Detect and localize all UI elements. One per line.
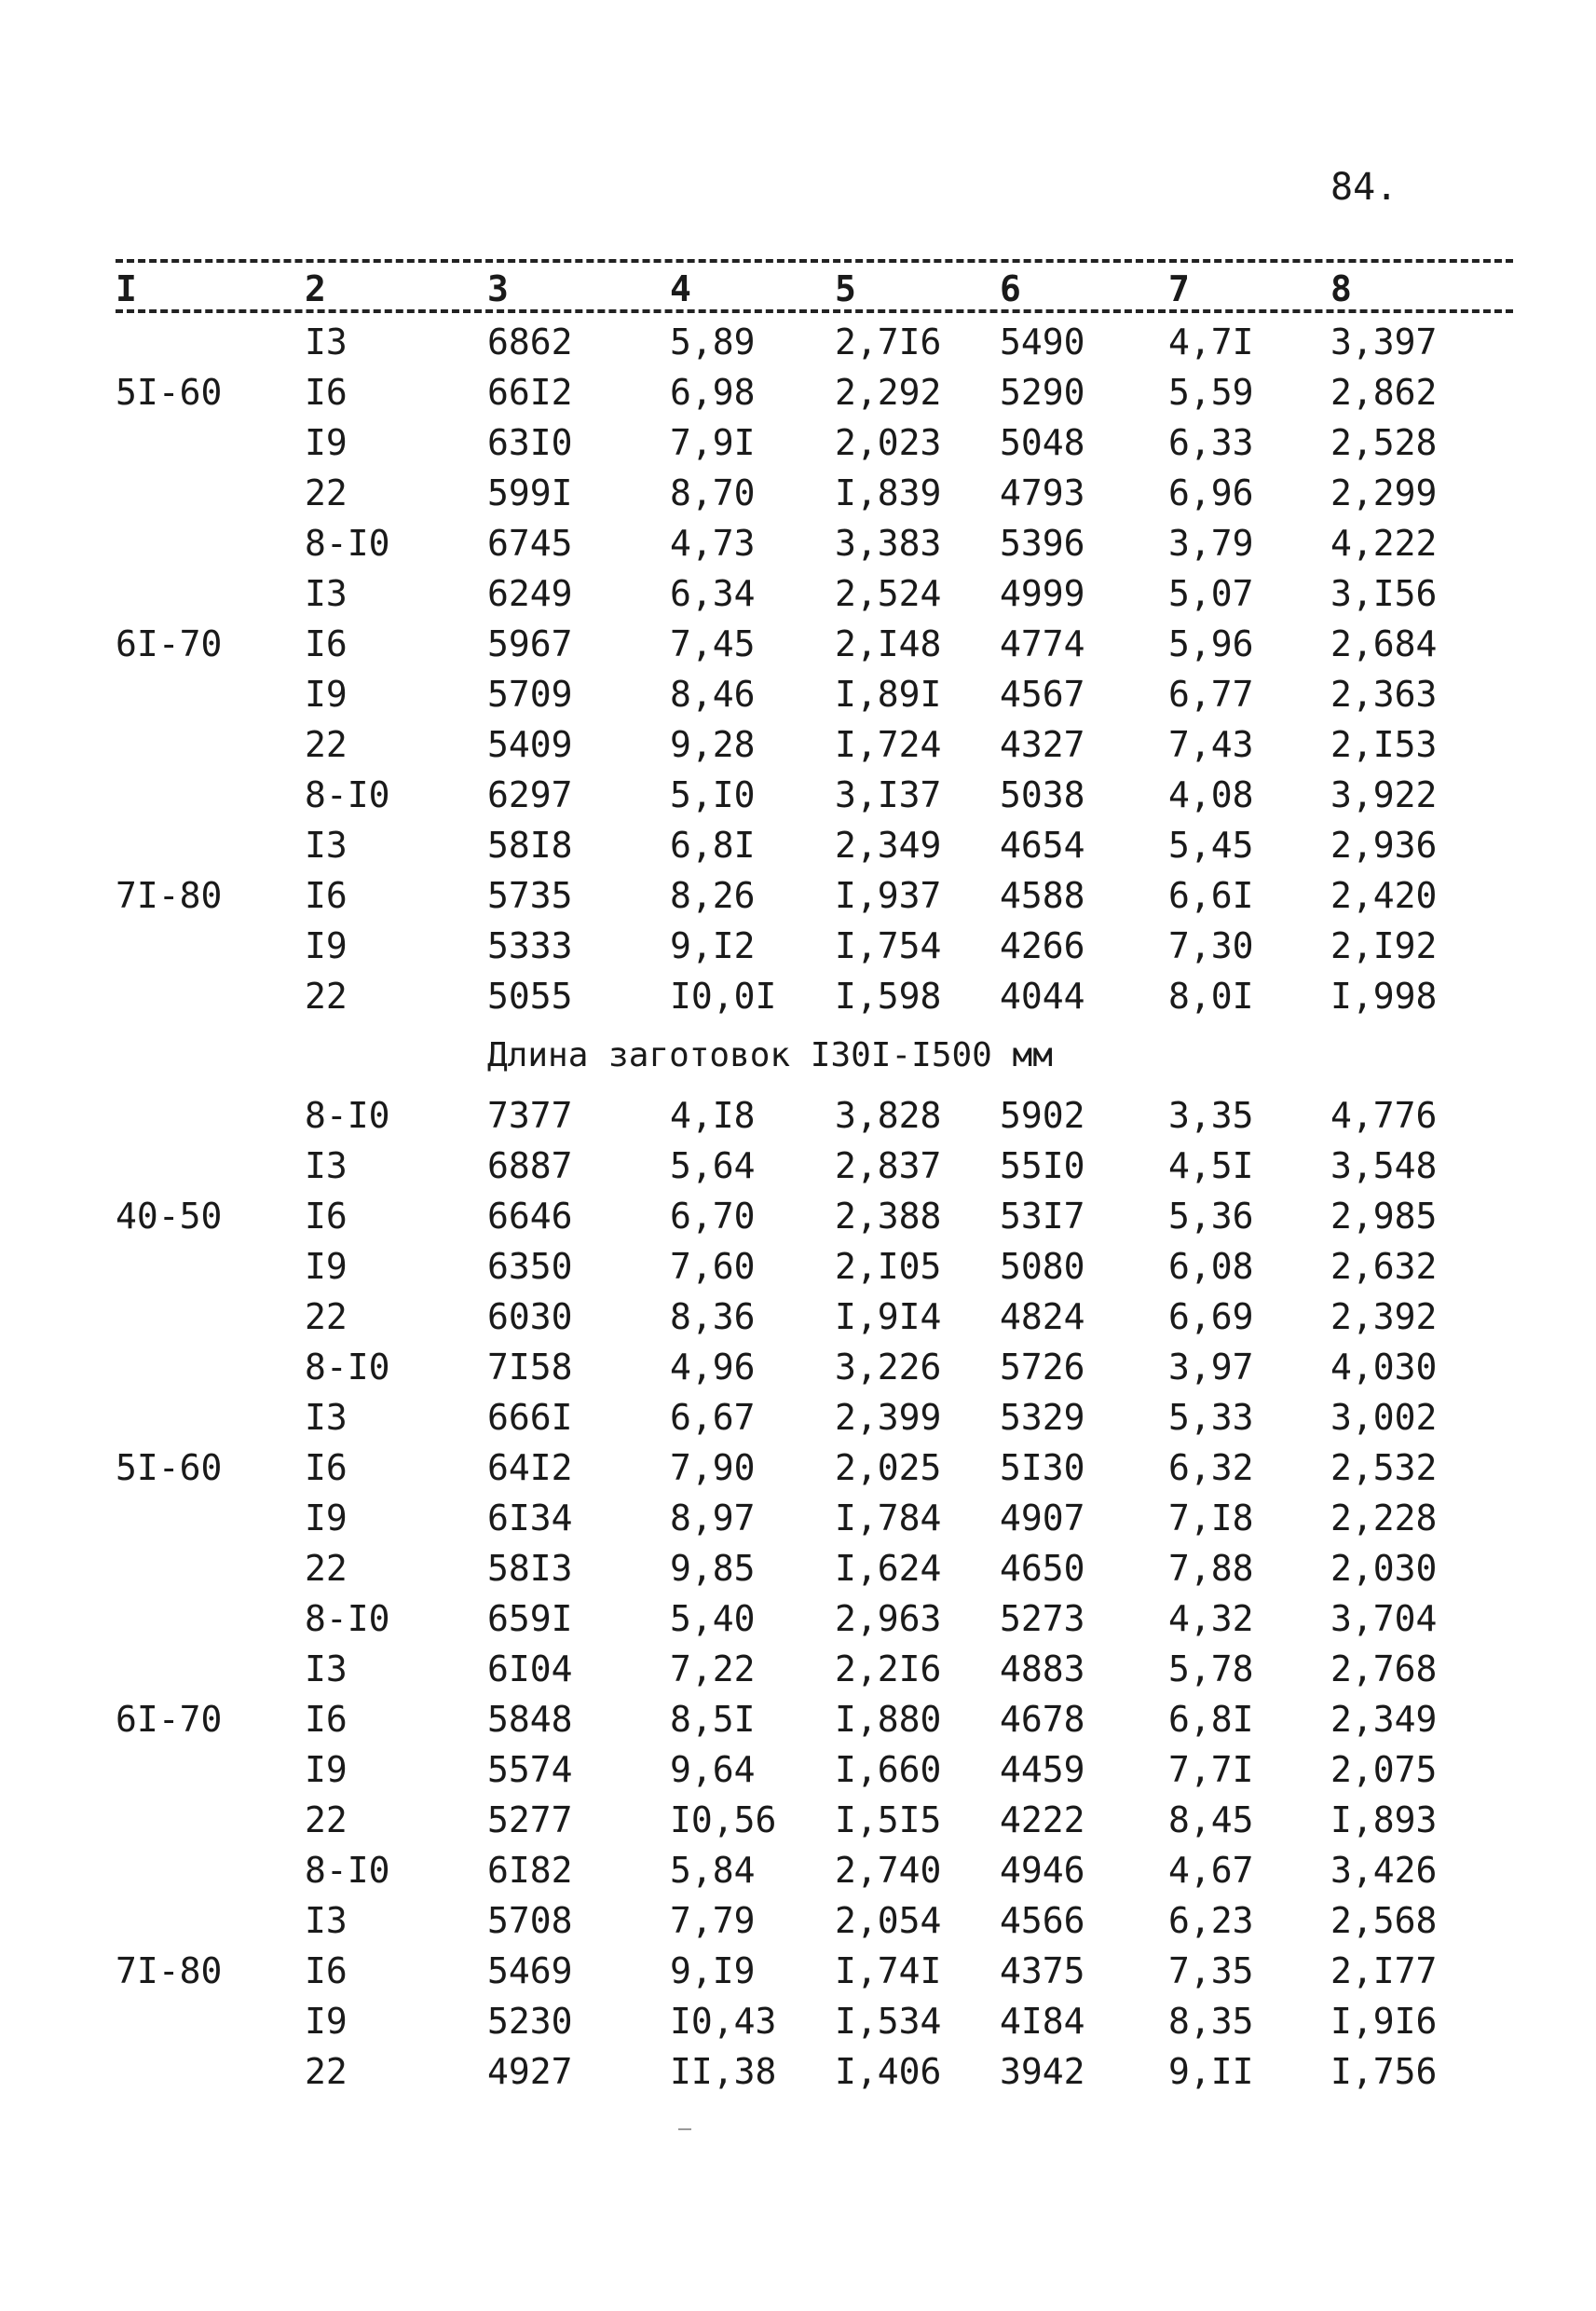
table-cell-col-8: 2,528	[1330, 422, 1438, 463]
table-cell-col-3: 5230	[487, 2001, 573, 2042]
table-cell-col-3: 5735	[487, 875, 573, 916]
header-top-rule	[116, 259, 1513, 263]
table-cell-col-4: 8,26	[670, 875, 756, 916]
table-cell-col-3: 5055	[487, 976, 573, 1017]
table-cell-col-4: I0,0I	[670, 976, 777, 1017]
table-cell-col-3: 58I3	[487, 1548, 573, 1589]
table-cell-col-8: 2,532	[1330, 1447, 1438, 1488]
table-cell-col-8: I,9I6	[1330, 2001, 1438, 2042]
table-row	[0, 2046, 1596, 2097]
table-cell-col-5: 2,524	[835, 573, 942, 614]
table-cell-col-4: 5,64	[670, 1145, 756, 1186]
table-cell-col-8: 2,936	[1330, 825, 1438, 866]
table-cell-col-6: 4588	[1000, 875, 1085, 916]
column-header-row	[0, 268, 1596, 309]
table-cell-col-5: 3,I37	[835, 774, 942, 815]
table-cell-col-5: 2,054	[835, 1900, 942, 1941]
table-cell-col-8: 2,I53	[1330, 724, 1438, 765]
table-row	[0, 1644, 1596, 1694]
table-cell-col-8: 2,363	[1330, 674, 1438, 715]
table-cell-col-4: 6,98	[670, 372, 756, 413]
table-cell-col-5: 2,292	[835, 372, 942, 413]
table-row	[0, 1946, 1596, 1996]
table-cell-col-7: 7,I8	[1168, 1497, 1254, 1538]
table-cell-col-8: 2,030	[1330, 1548, 1438, 1589]
table-row	[0, 1090, 1596, 1141]
table-row	[0, 1241, 1596, 1292]
table-cell-col-2: I6	[305, 372, 348, 413]
table-cell-col-4: 6,70	[670, 1196, 756, 1237]
column-header-7: 7	[1168, 268, 1190, 309]
column-header-5: 5	[835, 268, 856, 309]
table-cell-col-4: 5,84	[670, 1850, 756, 1891]
table-cell-col-5: 2,388	[835, 1196, 942, 1237]
table-cell-col-5: I,89I	[835, 674, 942, 715]
table-cell-col-5: I,880	[835, 1699, 942, 1740]
table-cell-col-7: 3,97	[1168, 1347, 1254, 1388]
table-cell-col-4: 9,85	[670, 1548, 756, 1589]
table-cell-col-2: I3	[305, 1900, 348, 1941]
table-cell-col-4: 6,67	[670, 1397, 756, 1438]
table-cell-col-8: 3,548	[1330, 1145, 1438, 1186]
table-cell-col-5: I,598	[835, 976, 942, 1017]
table-cell-col-5: 3,226	[835, 1347, 942, 1388]
table-cell-col-7: 7,30	[1168, 925, 1254, 966]
table-row	[0, 619, 1596, 669]
table-row	[0, 568, 1596, 619]
table-row	[0, 1593, 1596, 1644]
table-row	[0, 1191, 1596, 1241]
table-cell-col-6: 4566	[1000, 1900, 1085, 1941]
table-cell-col-5: 2,025	[835, 1447, 942, 1488]
table-cell-col-6: 4999	[1000, 573, 1085, 614]
table-row	[0, 1292, 1596, 1342]
table-cell-col-4: 4,96	[670, 1347, 756, 1388]
table-cell-col-7: 4,5I	[1168, 1145, 1254, 1186]
table-cell-col-3: 6030	[487, 1296, 573, 1337]
table-cell-col-2: I9	[305, 2001, 348, 2042]
table-cell-col-6: 5396	[1000, 523, 1085, 564]
table-cell-col-8: 2,862	[1330, 372, 1438, 413]
table-cell-col-7: 6,77	[1168, 674, 1254, 715]
table-cell-col-2: I3	[305, 1397, 348, 1438]
table-cell-col-1: 5I-60	[116, 1447, 223, 1488]
table-cell-col-8: I,756	[1330, 2051, 1438, 2092]
table-cell-col-3: 5708	[487, 1900, 573, 1941]
table-cell-col-4: I0,43	[670, 2001, 777, 2042]
table-cell-col-6: 4946	[1000, 1850, 1085, 1891]
table-cell-col-5: I,839	[835, 472, 942, 513]
table-cell-col-8: 2,632	[1330, 1246, 1438, 1287]
table-cell-col-4: 4,I8	[670, 1095, 756, 1136]
table-cell-col-7: 4,7I	[1168, 321, 1254, 362]
table-cell-col-1: 40-50	[116, 1196, 223, 1237]
table-cell-col-5: I,754	[835, 925, 942, 966]
column-header-8: 8	[1330, 268, 1352, 309]
table-cell-col-5: I,74I	[835, 1950, 942, 1991]
table-cell-col-7: 7,35	[1168, 1950, 1254, 1991]
table-cell-col-1: 6I-70	[116, 1699, 223, 1740]
table-cell-col-8: 2,568	[1330, 1900, 1438, 1941]
table-cell-col-4: 7,22	[670, 1648, 756, 1689]
table-cell-col-7: 3,35	[1168, 1095, 1254, 1136]
table-row	[0, 1141, 1596, 1191]
column-header-4: 4	[670, 268, 691, 309]
table-cell-col-4: 9,I2	[670, 925, 756, 966]
table-cell-col-4: 9,64	[670, 1749, 756, 1790]
table-cell-col-7: 7,88	[1168, 1548, 1254, 1589]
table-cell-col-2: 8-I0	[305, 1850, 390, 1891]
table-cell-col-4: 8,36	[670, 1296, 756, 1337]
table-cell-col-6: 4044	[1000, 976, 1085, 1017]
table-cell-col-4: 8,70	[670, 472, 756, 513]
table-cell-col-7: 6,08	[1168, 1246, 1254, 1287]
table-cell-col-7: 8,45	[1168, 1799, 1254, 1840]
table-cell-col-3: 63I0	[487, 422, 573, 463]
table-row	[0, 1845, 1596, 1895]
table-cell-col-7: 7,7I	[1168, 1749, 1254, 1790]
table-cell-col-2: I6	[305, 1447, 348, 1488]
table-cell-col-2: I6	[305, 623, 348, 664]
table-cell-col-3: 5848	[487, 1699, 573, 1740]
table-cell-col-6: 5290	[1000, 372, 1085, 413]
table-cell-col-2: I6	[305, 1699, 348, 1740]
table-cell-col-8: 4,030	[1330, 1347, 1438, 1388]
table-cell-col-1: 7I-80	[116, 875, 223, 916]
table-cell-col-7: 7,43	[1168, 724, 1254, 765]
table-row	[0, 1543, 1596, 1593]
table-cell-col-6: 5080	[1000, 1246, 1085, 1287]
table-cell-col-7: 8,35	[1168, 2001, 1254, 2042]
table-cell-col-7: 6,33	[1168, 422, 1254, 463]
table-cell-col-4: 9,28	[670, 724, 756, 765]
table-cell-col-3: 5277	[487, 1799, 573, 1840]
table-row	[0, 1392, 1596, 1443]
table-cell-col-2: I9	[305, 674, 348, 715]
table-cell-col-8: I,998	[1330, 976, 1438, 1017]
table-cell-col-2: 22	[305, 1548, 348, 1589]
header-bottom-rule	[116, 309, 1513, 313]
table-cell-col-2: 8-I0	[305, 1095, 390, 1136]
table-body-part-1	[0, 317, 1596, 1021]
table-cell-col-2: 22	[305, 724, 348, 765]
table-row	[0, 971, 1596, 1021]
table-cell-col-4: 7,45	[670, 623, 756, 664]
column-header-3: 3	[487, 268, 509, 309]
table-row	[0, 870, 1596, 921]
table-cell-col-2: I9	[305, 422, 348, 463]
table-cell-col-8: 2,684	[1330, 623, 1438, 664]
table-cell-col-7: 5,45	[1168, 825, 1254, 866]
table-cell-col-8: 4,776	[1330, 1095, 1438, 1136]
table-body-part-2	[0, 1090, 1596, 2097]
table-cell-col-3: 7I58	[487, 1347, 573, 1388]
table-cell-col-8: 2,I77	[1330, 1950, 1438, 1991]
table-cell-col-3: 6297	[487, 774, 573, 815]
column-header-6: 6	[1000, 268, 1021, 309]
table-cell-col-7: 5,96	[1168, 623, 1254, 664]
table-cell-col-8: 2,228	[1330, 1497, 1438, 1538]
table-cell-col-7: 5,59	[1168, 372, 1254, 413]
table-cell-col-4: 5,I0	[670, 774, 756, 815]
table-cell-col-5: I,624	[835, 1548, 942, 1589]
table-cell-col-4: 8,97	[670, 1497, 756, 1538]
table-cell-col-2: 22	[305, 976, 348, 1017]
table-cell-col-7: 5,78	[1168, 1648, 1254, 1689]
table-row	[0, 770, 1596, 820]
table-cell-col-8: 3,I56	[1330, 573, 1438, 614]
table-cell-col-8: 3,002	[1330, 1397, 1438, 1438]
table-cell-col-8: 3,922	[1330, 774, 1438, 815]
table-cell-col-1: 7I-80	[116, 1950, 223, 1991]
table-row	[0, 367, 1596, 417]
table-cell-col-3: 6249	[487, 573, 573, 614]
table-cell-col-8: 2,985	[1330, 1196, 1438, 1237]
table-cell-col-3: 6887	[487, 1145, 573, 1186]
table-row	[0, 1694, 1596, 1744]
table-row	[0, 820, 1596, 870]
table-cell-col-8: 2,349	[1330, 1699, 1438, 1740]
table-cell-col-2: 8-I0	[305, 1347, 390, 1388]
table-cell-col-4: II,38	[670, 2051, 777, 2092]
table-cell-col-1: 5I-60	[116, 372, 223, 413]
table-cell-col-7: 6,6I	[1168, 875, 1254, 916]
table-cell-col-4: 8,5I	[670, 1699, 756, 1740]
table-cell-col-8: 2,299	[1330, 472, 1438, 513]
table-cell-col-6: 5038	[1000, 774, 1085, 815]
table-cell-col-5: 2,837	[835, 1145, 942, 1186]
table-cell-col-4: 6,34	[670, 573, 756, 614]
table-cell-col-5: I,660	[835, 1749, 942, 1790]
table-cell-col-3: 659I	[487, 1598, 573, 1639]
table-cell-col-3: 4927	[487, 2051, 573, 2092]
table-cell-col-2: I3	[305, 573, 348, 614]
table-cell-col-6: 4375	[1000, 1950, 1085, 1991]
table-cell-col-3: 5709	[487, 674, 573, 715]
table-cell-col-5: 3,383	[835, 523, 942, 564]
table-cell-col-3: 6I34	[487, 1497, 573, 1538]
table-cell-col-5: 2,023	[835, 422, 942, 463]
table-cell-col-8: 2,392	[1330, 1296, 1438, 1337]
table-row	[0, 669, 1596, 719]
scan-mark	[678, 2128, 691, 2130]
table-cell-col-4: 5,40	[670, 1598, 756, 1639]
table-cell-col-3: 6745	[487, 523, 573, 564]
table-cell-col-7: 8,0I	[1168, 976, 1254, 1017]
table-cell-col-7: 4,32	[1168, 1598, 1254, 1639]
table-cell-col-4: 7,9I	[670, 422, 756, 463]
table-cell-col-6: 5048	[1000, 422, 1085, 463]
table-cell-col-5: I,724	[835, 724, 942, 765]
table-row	[0, 518, 1596, 568]
table-cell-col-8: 4,222	[1330, 523, 1438, 564]
table-cell-col-8: 3,704	[1330, 1598, 1438, 1639]
table-cell-col-4: 7,79	[670, 1900, 756, 1941]
table-row	[0, 1996, 1596, 2046]
table-row	[0, 1744, 1596, 1795]
table-cell-col-6: 4678	[1000, 1699, 1085, 1740]
page-number: 84.	[1330, 166, 1398, 209]
table-cell-col-2: 22	[305, 1296, 348, 1337]
table-cell-col-7: 5,36	[1168, 1196, 1254, 1237]
table-cell-col-6: 4793	[1000, 472, 1085, 513]
table-cell-col-2: I3	[305, 825, 348, 866]
table-row	[0, 1795, 1596, 1845]
table-cell-col-8: 2,I92	[1330, 925, 1438, 966]
table-row	[0, 317, 1596, 367]
table-cell-col-7: 6,23	[1168, 1900, 1254, 1941]
table-cell-col-2: I6	[305, 1196, 348, 1237]
table-cell-col-5: I,406	[835, 2051, 942, 2092]
table-cell-col-3: 6646	[487, 1196, 573, 1237]
table-cell-col-3: 6862	[487, 321, 573, 362]
table-row	[0, 1493, 1596, 1543]
table-cell-col-6: 4567	[1000, 674, 1085, 715]
table-cell-col-6: 4907	[1000, 1497, 1085, 1538]
table-cell-col-6: 4650	[1000, 1548, 1085, 1589]
table-cell-col-4: 5,89	[670, 321, 756, 362]
table-cell-col-3: 58I8	[487, 825, 573, 866]
table-cell-col-8: 3,397	[1330, 321, 1438, 362]
table-cell-col-2: 8-I0	[305, 523, 390, 564]
table-cell-col-8: 2,420	[1330, 875, 1438, 916]
table-cell-col-7: 4,08	[1168, 774, 1254, 815]
table-cell-col-8: 2,768	[1330, 1648, 1438, 1689]
table-cell-col-3: 5333	[487, 925, 573, 966]
table-cell-col-8: 3,426	[1330, 1850, 1438, 1891]
table-cell-col-2: 8-I0	[305, 1598, 390, 1639]
table-cell-col-2: I6	[305, 1950, 348, 1991]
table-cell-col-2: I9	[305, 1497, 348, 1538]
table-cell-col-3: 6I04	[487, 1648, 573, 1689]
table-cell-col-3: 599I	[487, 472, 573, 513]
table-cell-col-5: 2,399	[835, 1397, 942, 1438]
table-cell-col-6: 5329	[1000, 1397, 1085, 1438]
table-cell-col-3: 66I2	[487, 372, 573, 413]
table-cell-col-1: 6I-70	[116, 623, 223, 664]
table-cell-col-6: 3942	[1000, 2051, 1085, 2092]
table-cell-col-2: 22	[305, 1799, 348, 1840]
table-cell-col-5: 2,I05	[835, 1246, 942, 1287]
table-cell-col-3: 6I82	[487, 1850, 573, 1891]
table-row	[0, 1342, 1596, 1392]
table-cell-col-6: 5490	[1000, 321, 1085, 362]
table-cell-col-2: I3	[305, 321, 348, 362]
table-cell-col-5: 3,828	[835, 1095, 942, 1136]
table-row	[0, 921, 1596, 971]
table-cell-col-3: 64I2	[487, 1447, 573, 1488]
table-cell-col-3: 666I	[487, 1397, 573, 1438]
table-cell-col-6: 4266	[1000, 925, 1085, 966]
table-cell-col-7: 6,32	[1168, 1447, 1254, 1488]
table-cell-col-6: 4654	[1000, 825, 1085, 866]
table-cell-col-2: I9	[305, 925, 348, 966]
table-cell-col-8: 2,075	[1330, 1749, 1438, 1790]
table-cell-col-7: 5,07	[1168, 573, 1254, 614]
table-cell-col-2: I3	[305, 1145, 348, 1186]
table-cell-col-7: 9,II	[1168, 2051, 1254, 2092]
table-cell-col-6: 53I7	[1000, 1196, 1085, 1237]
table-cell-col-2: I3	[305, 1648, 348, 1689]
table-cell-col-5: I,5I5	[835, 1799, 942, 1840]
column-header-2: 2	[305, 268, 326, 309]
table-cell-col-6: 4883	[1000, 1648, 1085, 1689]
table-cell-col-8: I,893	[1330, 1799, 1438, 1840]
table-cell-col-6: 5902	[1000, 1095, 1085, 1136]
table-cell-col-6: 4327	[1000, 724, 1085, 765]
table-cell-col-2: I6	[305, 875, 348, 916]
table-cell-col-2: 8-I0	[305, 774, 390, 815]
table-cell-col-5: I,9I4	[835, 1296, 942, 1337]
table-cell-col-6: 5273	[1000, 1598, 1085, 1639]
table-cell-col-6: 5726	[1000, 1347, 1085, 1388]
table-cell-col-4: I0,56	[670, 1799, 777, 1840]
table-cell-col-7: 3,79	[1168, 523, 1254, 564]
table-row	[0, 1895, 1596, 1946]
section-title: Длина заготовок I30I-I500 мм	[487, 1036, 1053, 1074]
table-cell-col-5: 2,740	[835, 1850, 942, 1891]
table-row	[0, 417, 1596, 468]
table-cell-col-5: 2,963	[835, 1598, 942, 1639]
table-cell-col-6: 4222	[1000, 1799, 1085, 1840]
table-cell-col-5: I,784	[835, 1497, 942, 1538]
table-cell-col-5: 2,2I6	[835, 1648, 942, 1689]
table-cell-col-7: 6,8I	[1168, 1699, 1254, 1740]
table-row	[0, 1443, 1596, 1493]
column-header-1: I	[116, 268, 137, 309]
table-cell-col-3: 5409	[487, 724, 573, 765]
table-cell-col-7: 4,67	[1168, 1850, 1254, 1891]
table-cell-col-2: I9	[305, 1246, 348, 1287]
table-cell-col-4: 7,60	[670, 1246, 756, 1287]
table-cell-col-6: 55I0	[1000, 1145, 1085, 1186]
table-cell-col-5: I,534	[835, 2001, 942, 2042]
table-cell-col-6: 4774	[1000, 623, 1085, 664]
table-cell-col-6: 4459	[1000, 1749, 1085, 1790]
section-heading-row	[0, 1021, 1596, 1083]
table-cell-col-6: 4824	[1000, 1296, 1085, 1337]
table-cell-col-4: 4,73	[670, 523, 756, 564]
table-cell-col-3: 7377	[487, 1095, 573, 1136]
table-cell-col-5: 2,I48	[835, 623, 942, 664]
table-cell-col-4: 8,46	[670, 674, 756, 715]
table-row	[0, 719, 1596, 770]
table-cell-col-5: 2,349	[835, 825, 942, 866]
table-cell-col-7: 6,96	[1168, 472, 1254, 513]
table-cell-col-5: I,937	[835, 875, 942, 916]
table-cell-col-2: 22	[305, 2051, 348, 2092]
table-cell-col-3: 5469	[487, 1950, 573, 1991]
table-cell-col-2: 22	[305, 472, 348, 513]
table-cell-col-2: I9	[305, 1749, 348, 1790]
table-cell-col-3: 6350	[487, 1246, 573, 1287]
table-cell-col-6: 5I30	[1000, 1447, 1085, 1488]
table-cell-col-4: 7,90	[670, 1447, 756, 1488]
table-cell-col-3: 5967	[487, 623, 573, 664]
table-cell-col-7: 5,33	[1168, 1397, 1254, 1438]
table-cell-col-5: 2,7I6	[835, 321, 942, 362]
table-cell-col-3: 5574	[487, 1749, 573, 1790]
table-cell-col-6: 4I84	[1000, 2001, 1085, 2042]
table-cell-col-7: 6,69	[1168, 1296, 1254, 1337]
table-cell-col-4: 9,I9	[670, 1950, 756, 1991]
table-row	[0, 468, 1596, 518]
table-cell-col-4: 6,8I	[670, 825, 756, 866]
